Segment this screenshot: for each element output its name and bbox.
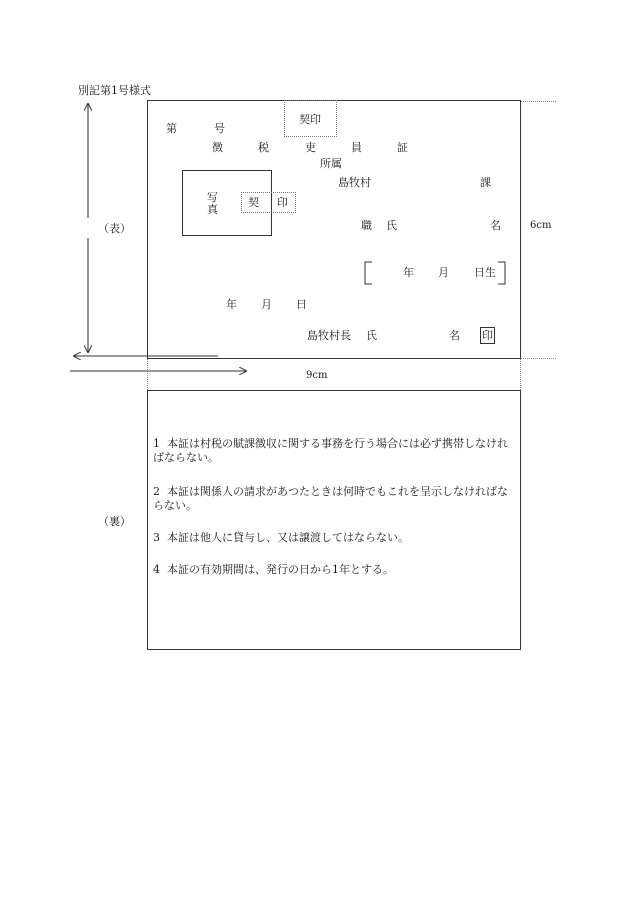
mayor-label: 島牧村長 — [307, 329, 351, 342]
photo-seal-2: 印 — [277, 196, 288, 209]
guide-line-bottom — [520, 358, 556, 359]
mayor-name-1: 氏 — [366, 329, 377, 342]
guide-line-right — [520, 358, 521, 390]
bracket-left — [362, 261, 376, 285]
note-4-text: 本証の有効期間は、発行の日から1年とする。 — [167, 563, 394, 576]
affiliation-label: 所属 — [320, 157, 342, 170]
issue-day: 日 — [296, 298, 307, 311]
birth-day-born: 日生 — [474, 266, 496, 279]
title-char-5: 証 — [397, 141, 408, 154]
note-3 — [153, 531, 517, 545]
name-label-2: 名 — [490, 219, 501, 232]
photo-char-1: 写 — [207, 191, 218, 204]
number-dai: 第 — [166, 122, 177, 135]
name-label-1: 氏 — [386, 219, 397, 232]
note-2-text: 本証は関係人の請求があつたときは何時でもこれを呈示しなければならない。 — [153, 485, 508, 512]
title-char-4: 員 — [351, 141, 362, 154]
guide-line-top — [520, 101, 556, 102]
mayor-seal: 印 — [482, 329, 493, 342]
photo-seal-1: 契 — [248, 196, 259, 209]
note-1 — [153, 437, 517, 465]
form-label: 別記第1号様式 — [78, 84, 151, 97]
note-1-number: 1 — [153, 437, 160, 450]
photo-char-2: 真 — [207, 203, 218, 216]
section-suffix: 課 — [480, 176, 491, 189]
front-label: （表） — [98, 222, 131, 235]
title-char-2: 税 — [258, 141, 269, 154]
bracket-right — [494, 261, 508, 285]
note-1-text: 本証は村税の賦課徴収に関する事務を行う場合には必ず携帯しなければならない。 — [153, 437, 508, 464]
note-3-number: 3 — [153, 531, 160, 544]
issue-month: 月 — [261, 298, 272, 311]
back-label: （裏） — [98, 515, 131, 528]
number-go: 号 — [214, 122, 225, 135]
birth-month: 月 — [438, 266, 449, 279]
title-char-1: 徴 — [212, 141, 223, 154]
note-2 — [153, 485, 517, 513]
dimension-height-label: 6cm — [530, 220, 552, 231]
note-3-text: 本証は他人に貸与し、又は譲渡してはならない。 — [167, 531, 409, 544]
note-2-number: 2 — [153, 485, 160, 498]
note-4-number: 4 — [153, 563, 160, 576]
guide-line-left — [147, 358, 148, 390]
title-char-3: 吏 — [305, 141, 316, 154]
village-name: 島牧村 — [338, 176, 371, 189]
dimension-width-label: 9cm — [306, 370, 328, 381]
card-back — [147, 390, 521, 650]
job-label: 職 — [361, 219, 372, 232]
issue-year: 年 — [226, 298, 237, 311]
seal-top-text: 契印 — [299, 113, 321, 126]
mayor-name-2: 名 — [449, 329, 460, 342]
birth-year: 年 — [403, 266, 414, 279]
note-4 — [153, 563, 517, 577]
